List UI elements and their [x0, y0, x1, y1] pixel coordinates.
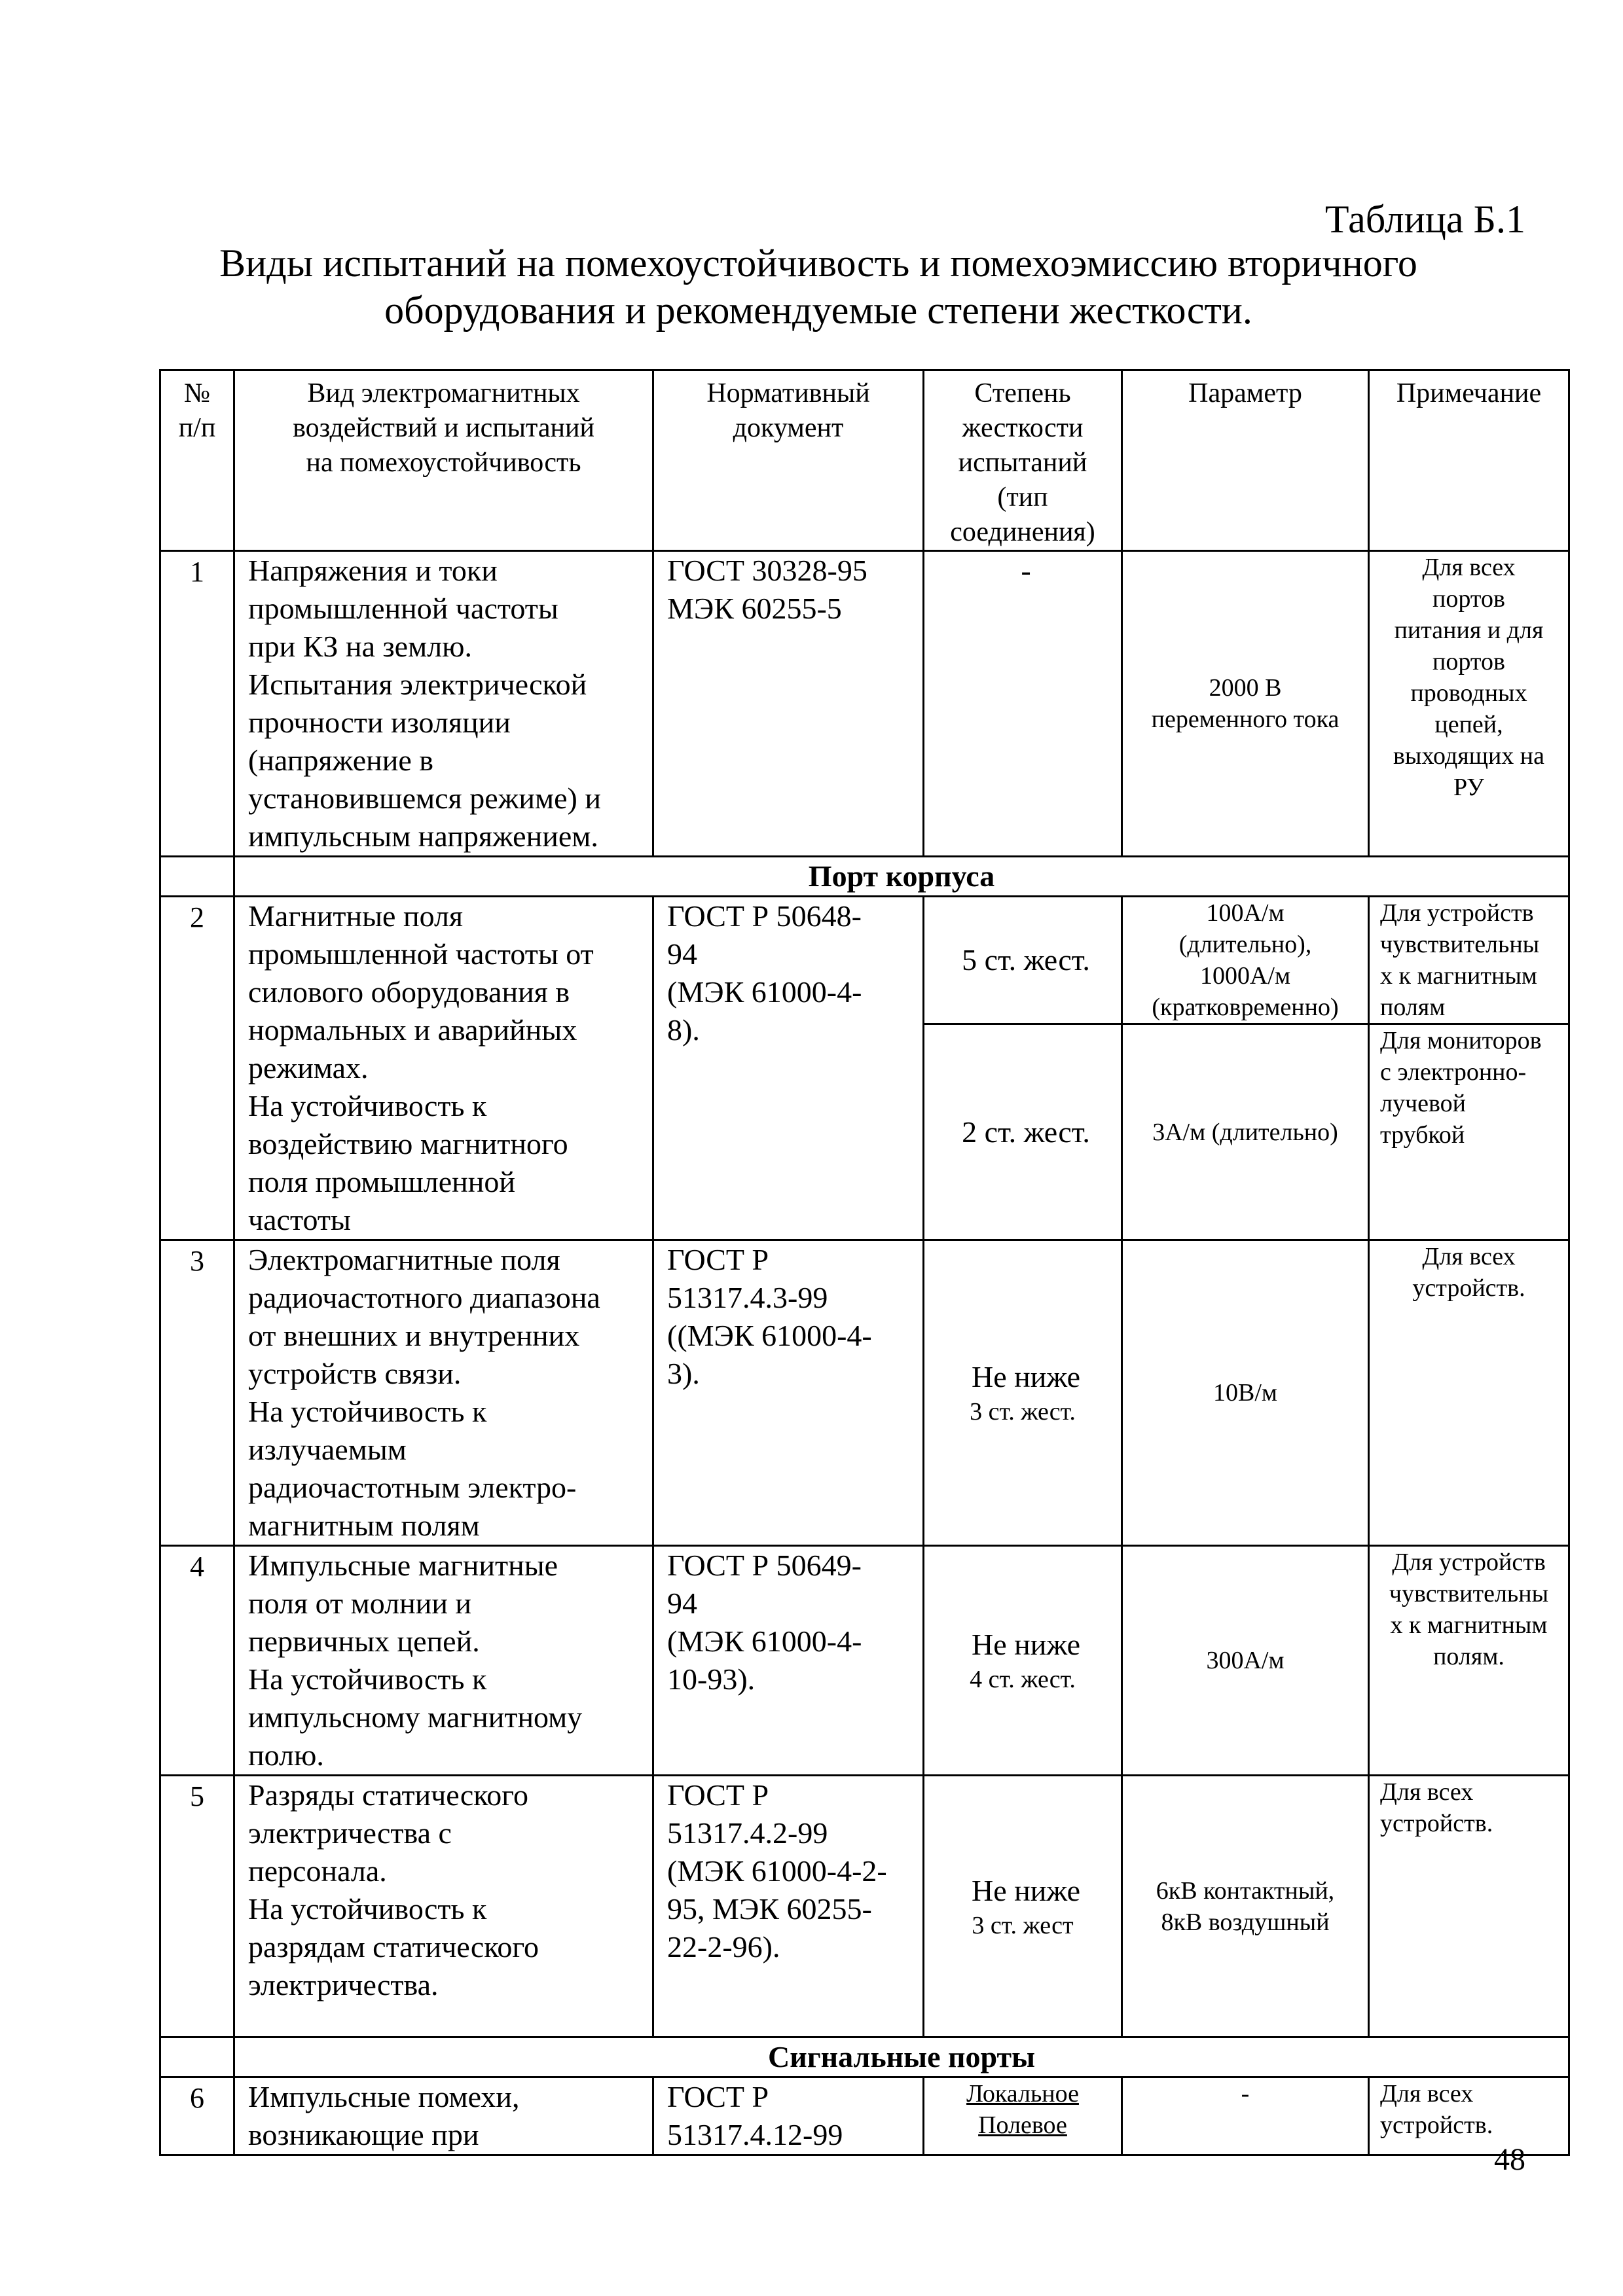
row-note-b: Для мониторов с электронно- лучевой трубкой [1369, 1024, 1569, 1240]
header-degree: Степень жесткости испытаний (тип соединения) [924, 370, 1122, 551]
row-degree-sub: 3 ст. жест. [970, 1398, 1076, 1426]
row-degree [924, 1546, 1122, 1776]
row-param: - [1122, 2077, 1369, 2155]
row-degree [924, 1240, 1122, 1546]
section-row [160, 2037, 1569, 2077]
table-header-row [160, 370, 1569, 551]
row-degree-field: Полевое [978, 2111, 1067, 2139]
header-num: № п/п [160, 370, 234, 551]
row-num: 4 [160, 1546, 234, 1776]
row-degree-local: Локальное [966, 2080, 1079, 2108]
header-kind: Вид электромагнитных воздействий и испытаний на помехоустойчивость [234, 370, 653, 551]
row-num: 6 [160, 2077, 234, 2155]
row-degree-sub: 3 ст. жест [972, 1911, 1074, 1939]
row-num: 2 [160, 897, 234, 1240]
table-label: Таблица Б.1 [1324, 198, 1525, 241]
row-degree [924, 2077, 1122, 2155]
header-doc: Нормативный документ [653, 370, 924, 551]
section-empty-cell [160, 857, 234, 897]
row-note: Для устройств чувствительны х к магнитным полям. [1369, 1546, 1569, 1776]
row-kind: Импульсные помехи, возникающие при [234, 2077, 653, 2155]
row-num: 1 [160, 551, 234, 857]
table-row [160, 897, 1569, 1024]
section-enclosure-port: Порт корпуса [234, 857, 1569, 897]
row-doc: ГОСТ Р 51317.4.12-99 [653, 2077, 924, 2155]
header-param: Параметр [1122, 370, 1369, 551]
table-row [160, 1240, 1569, 1546]
section-empty-cell [160, 2037, 234, 2077]
header-note: Примечание [1369, 370, 1569, 551]
row-param: 6кВ контактный, 8кВ воздушный [1122, 1776, 1369, 2037]
row-note: Для всех устройств. [1369, 1240, 1569, 1546]
table-row [160, 2077, 1569, 2155]
row-param-b: 3А/м (длительно) [1122, 1024, 1369, 1240]
table-row [160, 1776, 1569, 2037]
row-degree: - [924, 551, 1122, 857]
row-kind: Разряды статического электричества с персонала. На устойчивость к разрядам статического электричества. [234, 1776, 653, 2037]
page-title [164, 240, 1473, 334]
table-row [160, 1546, 1569, 1776]
section-signal-ports: Сигнальные порты [234, 2037, 1569, 2077]
page-number: 48 [1494, 2142, 1525, 2177]
tests-table [159, 369, 1570, 2156]
row-degree-sub: 4 ст. жест. [970, 1666, 1076, 1693]
section-row [160, 857, 1569, 897]
row-kind: Импульсные магнитные поля от молнии и первичных цепей. На устойчивость к импульсному магнитному полю. [234, 1546, 653, 1776]
row-degree-main: Не ниже [972, 1360, 1080, 1393]
row-degree-main: Не ниже [972, 1873, 1080, 1907]
title-line-1: Виды испытаний на помехоустойчивость и помехоэмиссию вторичного [219, 242, 1417, 285]
row-degree [924, 1776, 1122, 2037]
row-degree-main: Не ниже [972, 1628, 1080, 1661]
row-note: Для всех устройств. [1369, 1776, 1569, 2037]
row-doc: ГОСТ Р 51317.4.3-99 ((МЭК 61000-4- 3). [653, 1240, 924, 1546]
row-degree-b: 2 ст. жест. [924, 1024, 1122, 1240]
row-degree-a: 5 ст. жест. [924, 897, 1122, 1024]
title-line-2: оборудования и рекомендуемые степени жесткости. [384, 289, 1252, 332]
row-num: 3 [160, 1240, 234, 1546]
row-note-a: Для устройств чувствительны х к магнитным полям [1369, 897, 1569, 1024]
row-kind: Напряжения и токи промышленной частоты при КЗ на землю. Испытания электрической прочности изоляции (напряжение в установившемся режиме) и импульсным напряжением. [234, 551, 653, 857]
row-param: 300А/м [1122, 1546, 1369, 1776]
row-param: 10В/м [1122, 1240, 1369, 1546]
row-doc: ГОСТ 30328-95 МЭК 60255-5 [653, 551, 924, 857]
row-kind: Электромагнитные поля радиочастотного диапазона от внешних и внутренних устройств связи. На устойчивость к излучаемым радиочастотным электро- магнитным полям [234, 1240, 653, 1546]
row-note: Для всех портов питания и для портов проводных цепей, выходящих на РУ [1369, 551, 1569, 857]
row-param: 2000 В переменного тока [1122, 551, 1369, 857]
row-kind: Магнитные поля промышленной частоты от силового оборудования в нормальных и аварийных режимах. На устойчивость к воздействию магнитного поля промышленной частоты [234, 897, 653, 1240]
row-note: Для всех устройств. [1369, 2077, 1569, 2155]
row-param-a: 100А/м (длительно), 1000А/м (кратковременно) [1122, 897, 1369, 1024]
row-num: 5 [160, 1776, 234, 2037]
row-doc: ГОСТ Р 50649- 94 (МЭК 61000-4- 10-93). [653, 1546, 924, 1776]
row-doc: ГОСТ Р 50648- 94 (МЭК 61000-4- 8). [653, 897, 924, 1240]
table-row [160, 551, 1569, 857]
row-doc: ГОСТ Р 51317.4.2-99 (МЭК 61000-4-2- 95, МЭК 60255- 22-2-96). [653, 1776, 924, 2037]
